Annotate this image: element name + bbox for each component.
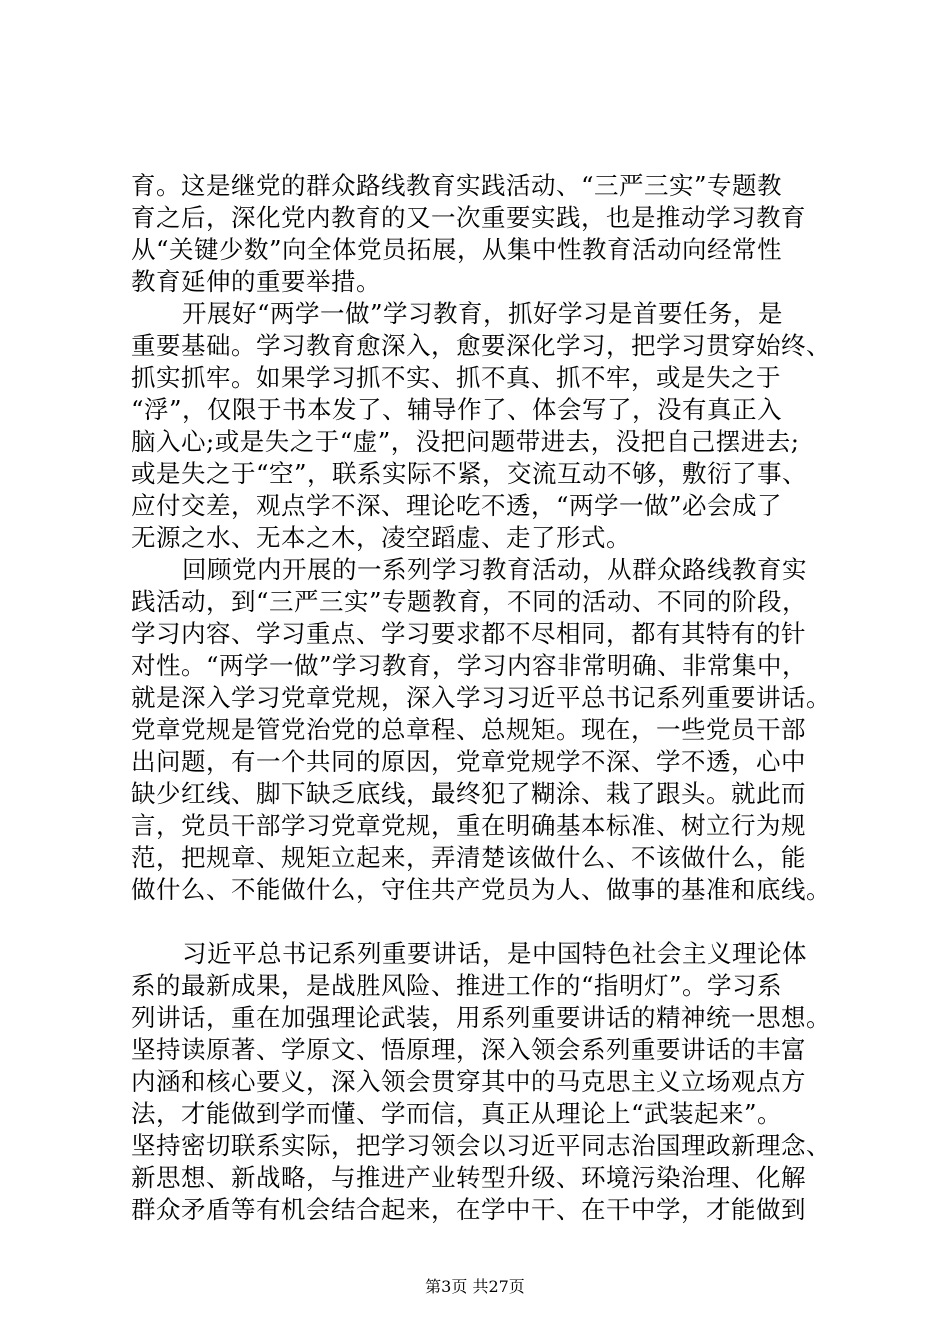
paragraph-1 bbox=[131, 170, 831, 298]
text-line: 开展好“两学一做”学习教育，抓好学习是首要任务，是 bbox=[182, 299, 784, 328]
paragraph-4 bbox=[131, 938, 831, 1226]
text-line: 群众矛盾等有机会结合起来，在学中干、在干中学，才能做到 bbox=[131, 1195, 806, 1224]
text-line: 缺少红线、脚下缺乏底线，最终犯了糊涂、栽了跟头。就此而 bbox=[131, 779, 806, 808]
text-line: 新思想、新战略，与推进产业转型升级、环境污染治理、化解 bbox=[131, 1163, 806, 1192]
text-line: 习近平总书记系列重要讲话，是中国特色社会主义理论体 bbox=[182, 939, 807, 968]
text-line: 学习内容、学习重点、学习要求都不尽相同，都有其特有的针 bbox=[131, 619, 806, 648]
text-line: 做什么、不能做什么，守住共产党员为人、做事的基准和底线。 bbox=[131, 875, 831, 904]
text-line: 出问题，有一个共同的原因，党章党规学不深、学不透，心中 bbox=[131, 747, 806, 776]
text-line: 对性。“两学一做”学习教育，学习内容非常明确、非常集中， bbox=[131, 651, 808, 680]
text-line: 党章党规是管党治党的总章程、总规矩。现在，一些党员干部 bbox=[131, 715, 806, 744]
text-line: 内涵和核心要义，深入领会贯穿其中的马克思主义立场观点方 bbox=[131, 1067, 806, 1096]
paragraph-2 bbox=[131, 298, 831, 554]
text-line: 法，才能做到学而懂、学而信，真正从理论上“武装起来”。 bbox=[131, 1099, 783, 1128]
text-line: 列讲话，重在加强理论武装，用系列重要讲话的精神统一思想。 bbox=[131, 1003, 831, 1032]
text-line: “浮”，仅限于书本发了、辅导作了、体会写了，没有真正入 bbox=[131, 395, 783, 424]
text-line: 育。这是继党的群众路线教育实践活动、“三严三实”专题教 bbox=[131, 171, 783, 200]
text-line: 脑入心;或是失之于“虚”，没把问题带进去，没把自己摆进去; bbox=[131, 427, 800, 456]
text-line: 教育延伸的重要举措。 bbox=[131, 267, 381, 296]
text-line: 应付交差，观点学不深、理论吃不透，“两学一做”必会成了 bbox=[131, 491, 783, 520]
text-line: 育之后，深化党内教育的又一次重要实践，也是推动学习教育 bbox=[131, 203, 806, 232]
text-line: 无源之水、无本之木，凌空蹈虚、走了形式。 bbox=[131, 523, 631, 552]
text-line: 坚持读原著、学原文、悟原理，深入领会系列重要讲话的丰富 bbox=[131, 1035, 806, 1064]
text-line: 或是失之于“空”，联系实际不紧，交流互动不够，敷衍了事、 bbox=[131, 459, 808, 488]
page-number-footer: 第3页 共27页 bbox=[425, 1277, 525, 1296]
paragraph-3 bbox=[131, 554, 831, 906]
text-line: 践活动，到“三严三实”专题教育，不同的活动、不同的阶段， bbox=[131, 587, 808, 616]
text-line: 言，党员干部学习党章党规，重在明确基本标准、树立行为规 bbox=[131, 811, 806, 840]
text-line: 重要基础。学习教育愈深入，愈要深化学习，把学习贯穿始终、 bbox=[131, 331, 831, 360]
text-line: 坚持密切联系实际，把学习领会以习近平同志治国理政新理念、 bbox=[131, 1131, 831, 1160]
text-line: 回顾党内开展的一系列学习教育活动，从群众路线教育实 bbox=[182, 555, 807, 584]
text-line: 就是深入学习党章党规，深入学习习近平总书记系列重要讲话。 bbox=[131, 683, 831, 712]
paragraph-spacer bbox=[131, 906, 831, 938]
text-line: 范，把规章、规矩立起来，弄清楚该做什么、不该做什么，能 bbox=[131, 843, 806, 872]
text-line: 从“关键少数”向全体党员拓展，从集中性教育活动向经常性 bbox=[131, 235, 783, 264]
text-line: 抓实抓牢。如果学习抓不实、抓不真、抓不牢，或是失之于 bbox=[131, 363, 781, 392]
text-line: 系的最新成果，是战胜风险、推进工作的“指明灯”。学习系 bbox=[131, 971, 783, 1000]
document-body bbox=[131, 170, 831, 1226]
